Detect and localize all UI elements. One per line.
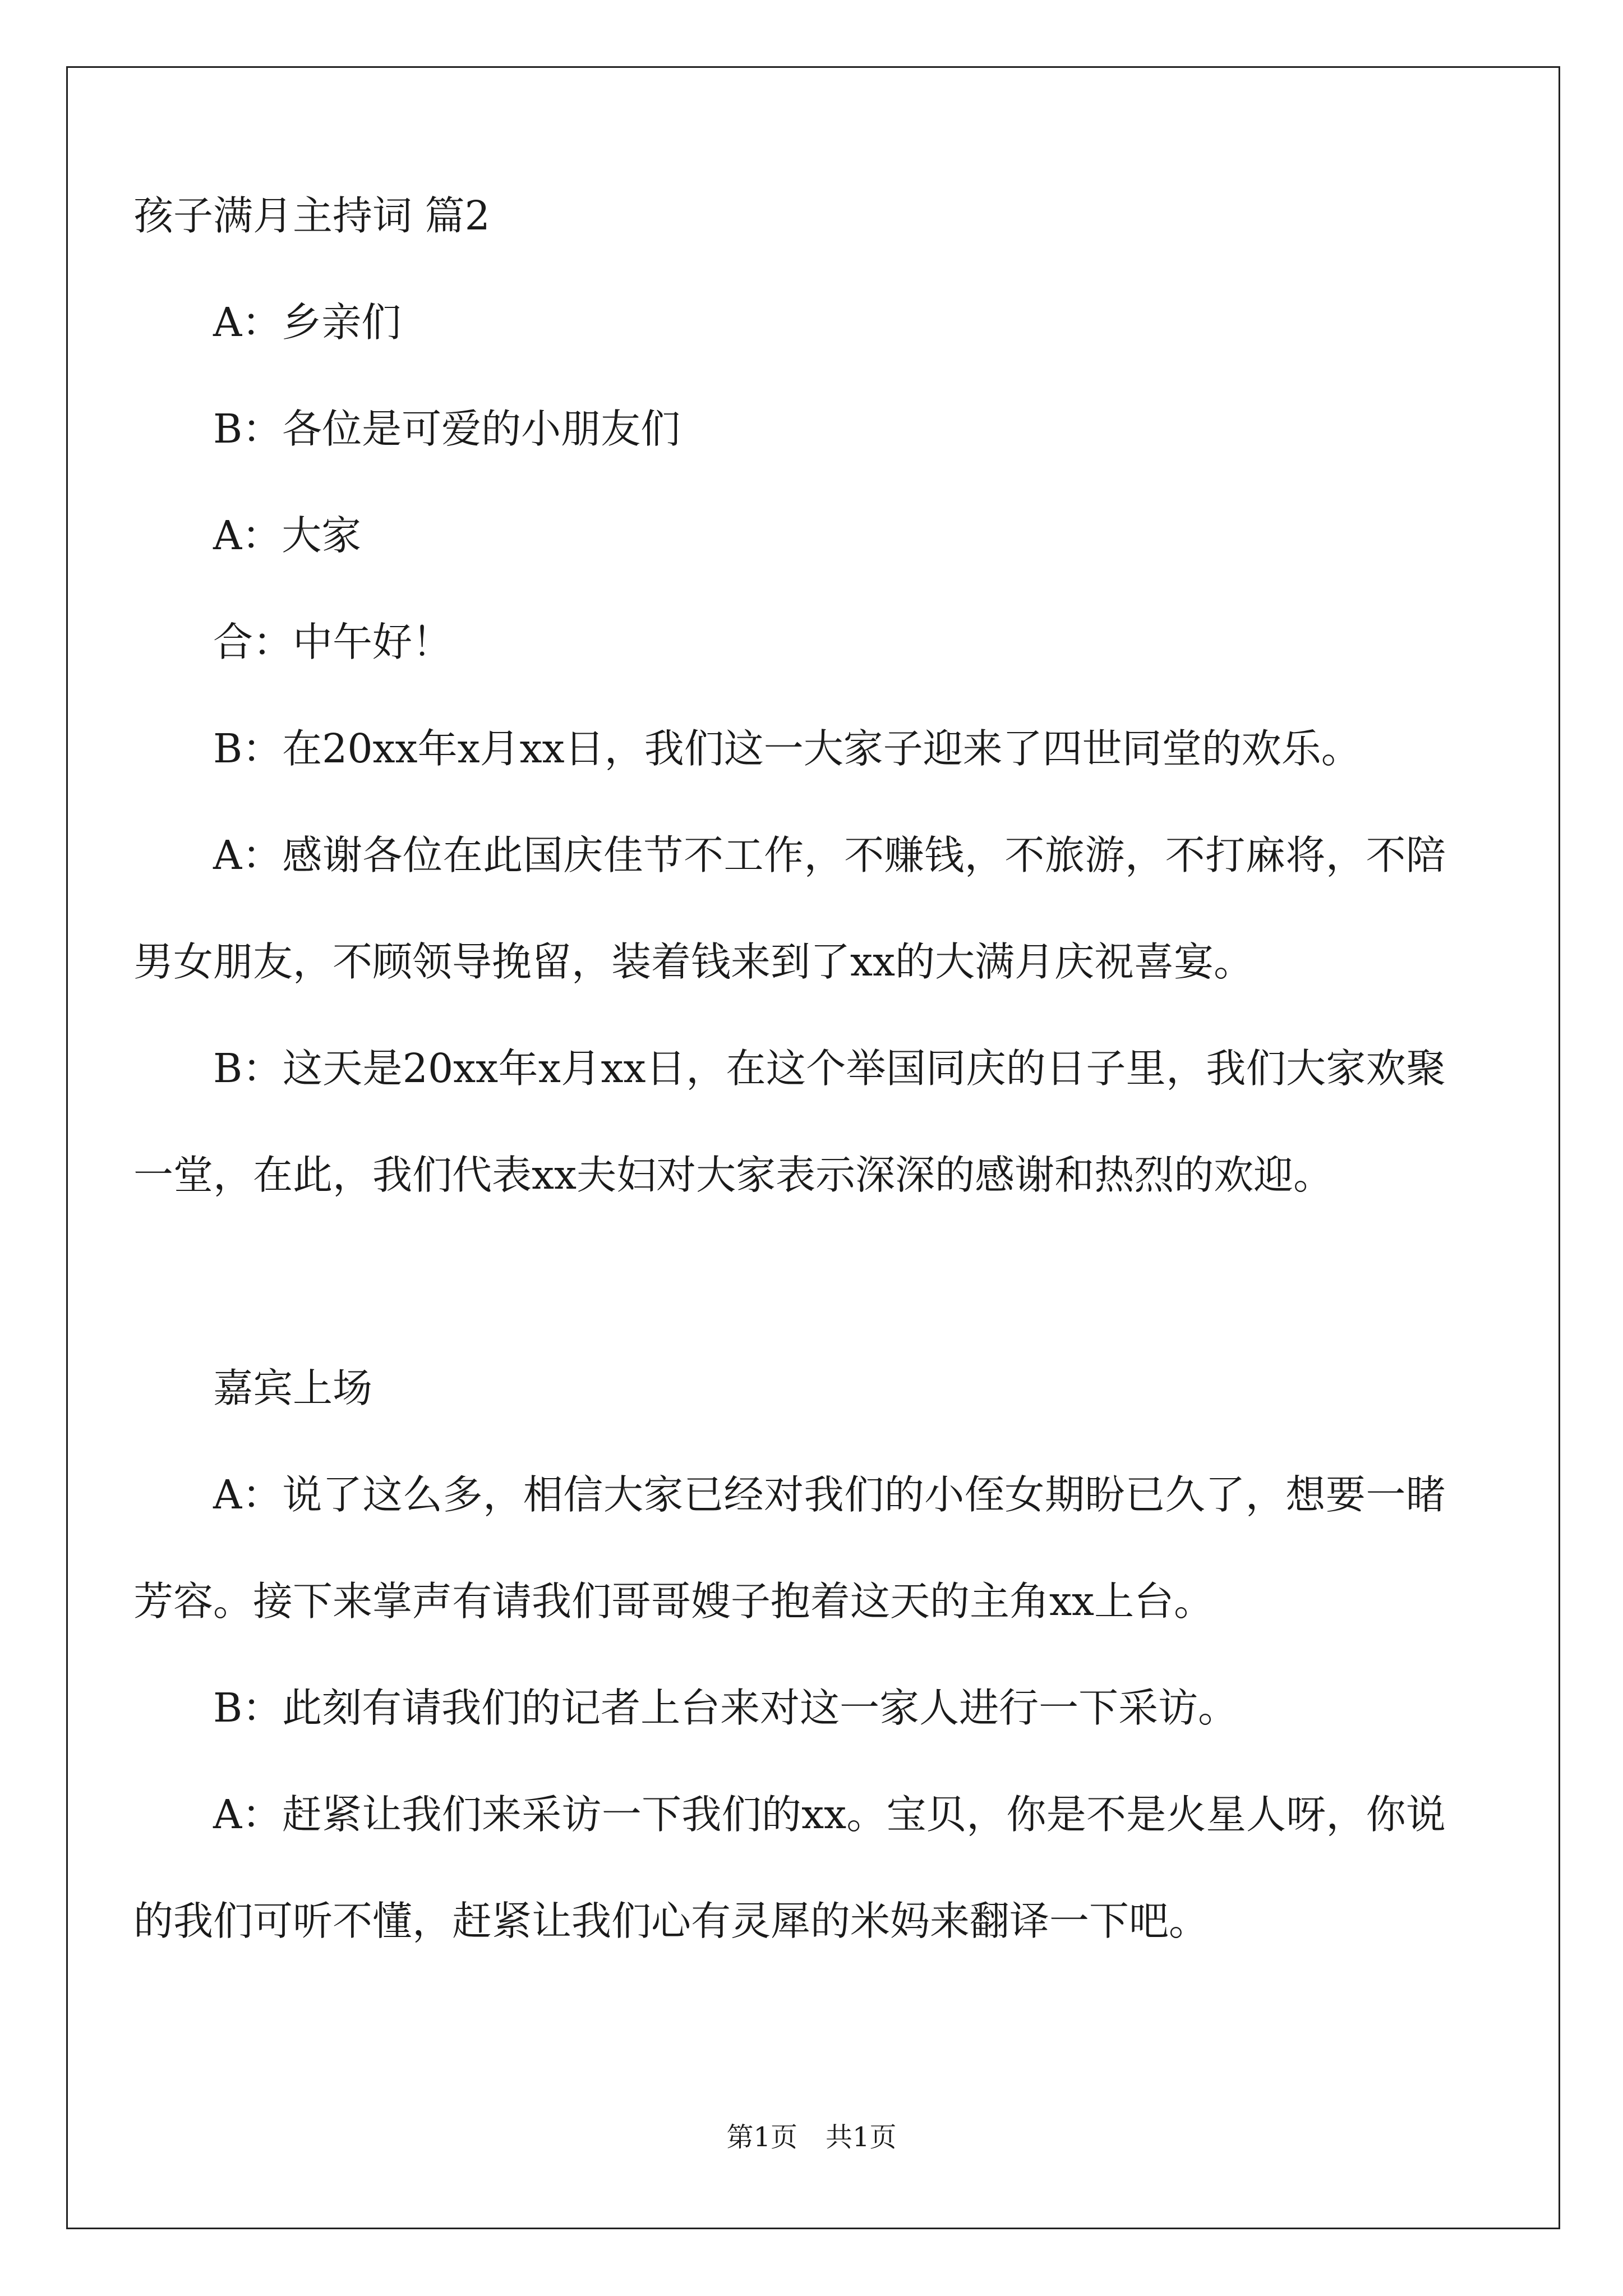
paragraph: B：这天是20xx年x月xx日，在这个举国同庆的日子里，我们大家欢聚一堂，在此，我们代表xx夫妇对大家表示深深的感谢和热烈的欢迎。 <box>133 1045 1446 1198</box>
paragraph: A：赶紧让我们来采访一下我们的xx。宝贝，你是不是火星人呀，你说的我们可听不懂，赶紧让我们心有灵犀的米妈来翻译一下吧。 <box>133 1791 1446 1944</box>
document-title: 孩子满月主持词 篇2 <box>133 192 490 239</box>
paragraph: 合：中午好！ <box>213 619 453 665</box>
page-footer <box>0 2120 1623 2154</box>
paragraph: A：感谢各位在此国庆佳节不工作，不赚钱，不旅游，不打麻将，不陪男女朋友，不顾领导挽留，装着钱来到了xx的大满月庆祝喜宴。 <box>133 832 1446 985</box>
paragraph: 嘉宾上场 <box>213 1365 373 1411</box>
page-total: 共1页 <box>826 2122 897 2153</box>
paragraph: B：各位是可爱的小朋友们 <box>213 406 681 452</box>
paragraph: B：在20xx年x月xx日，我们这一大家子迎来了四世同堂的欢乐。 <box>213 725 1361 772</box>
paragraph: A：大家 <box>213 512 362 559</box>
paragraph: A：说了这么多，相信大家已经对我们的小侄女期盼已久了，想要一睹芳容。接下来掌声有请我们哥哥嫂子抱着这天的主角xx上台。 <box>133 1471 1446 1625</box>
paragraph: A：乡亲们 <box>213 299 402 346</box>
page-number: 第1页 <box>726 2122 797 2153</box>
paragraph: B：此刻有请我们的记者上台来对这一家人进行一下采访。 <box>213 1685 1238 1731</box>
